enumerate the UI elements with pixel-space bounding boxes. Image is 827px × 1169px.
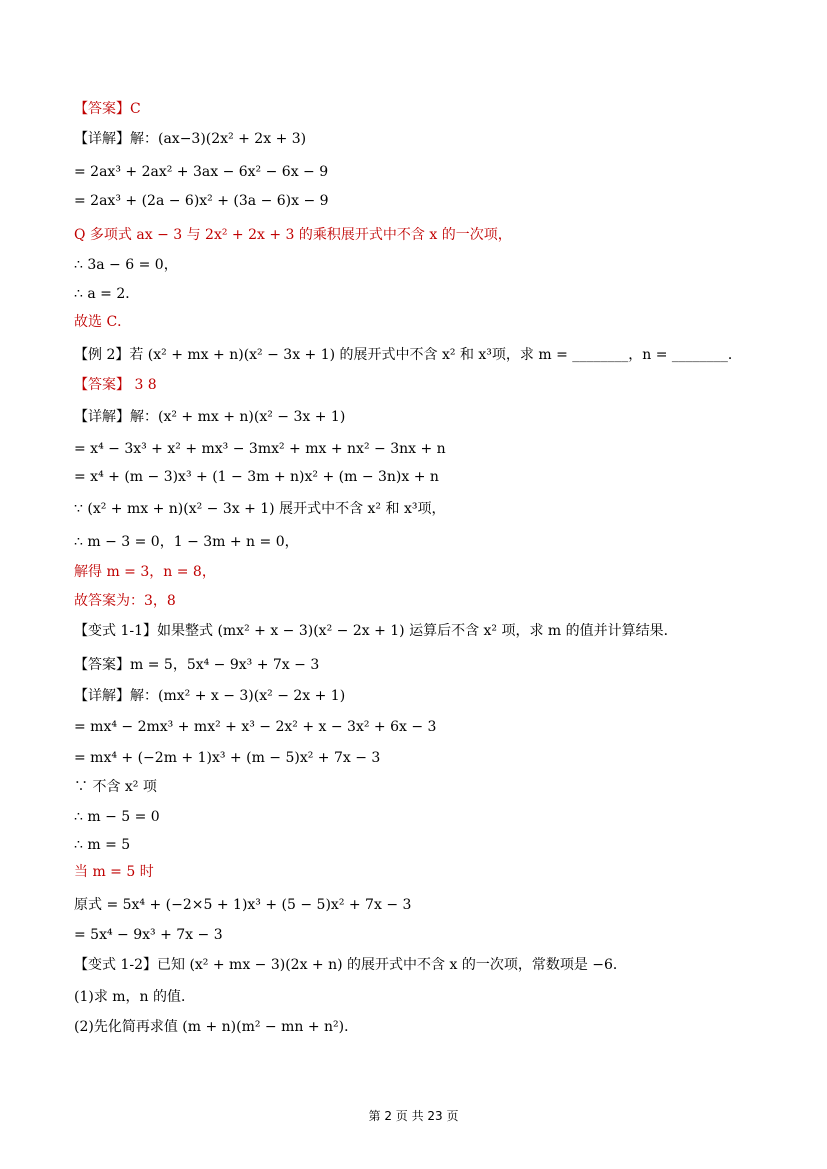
document-line: = mx⁴ + (−2m + 1)x³ + (m − 5)x² + 7x − 3 xyxy=(74,750,381,766)
document-line: ∴ m − 5 = 0 xyxy=(74,809,160,825)
document-line: 【变式 1-1】如果整式 (mx² + x − 3)(x² − 2x + 1) 运算后不含 x² 项，求 m 的值并计算结果． xyxy=(74,623,678,639)
document-line: 【答案】m = 5，5x⁴ − 9x³ + 7x − 3 xyxy=(74,657,320,673)
document-line: (1)求 m，n 的值． xyxy=(74,989,196,1005)
document-line: = 5x⁴ − 9x³ + 7x − 3 xyxy=(74,927,223,943)
page-footer: 第 2 页 共 23 页 xyxy=(368,1109,459,1123)
document-line: ∵ (x² + mx + n)(x² − 3x + 1) 展开式中不含 x² 和 x³项， xyxy=(74,501,446,517)
document-line: 故答案为：3，8 xyxy=(74,593,176,609)
document-line: ∴ m − 3 = 0，1 − 3m + n = 0， xyxy=(74,534,299,550)
document-line: ∴ a = 2． xyxy=(74,286,140,302)
document-line: = x⁴ − 3x³ + x² + mx³ − 3mx² + mx + nx² − 3nx + n xyxy=(74,441,446,457)
document-line: = 2ax³ + (2a − 6)x² + (3a − 6)x − 9 xyxy=(74,193,329,209)
document-line: 【变式 1-2】已知 (x² + mx − 3)(2x + n) 的展开式中不含 x 的一次项，常数项是 −6． xyxy=(74,957,627,973)
document-line: = x⁴ + (m − 3)x³ + (1 − 3m + n)x² + (m − 3n)x + n xyxy=(74,469,439,485)
document-line: = 2ax³ + 2ax² + 3ax − 6x² − 6x − 9 xyxy=(74,164,329,180)
document-line: 【答案】C xyxy=(74,101,141,117)
document-line: 【详解】解：(mx² + x − 3)(x² − 2x + 1) xyxy=(74,688,346,704)
document-line: ∴ m = 5 xyxy=(74,837,131,853)
document-line: 【详解】解：(x² + mx + n)(x² − 3x + 1) xyxy=(74,409,346,425)
document-line: Q 多项式 ax − 3 与 2x² + 2x + 3 的乘积展开式中不含 x 的一次项， xyxy=(74,227,512,243)
document-line: 【例 2】若 (x² + mx + n)(x² − 3x + 1) 的展开式中不含 x² 和 x³项，求 m = ________，n = ________． xyxy=(74,347,742,363)
document-line: 当 m = 5 时 xyxy=(74,864,154,880)
document-line: ∵ 不含 x² 项 xyxy=(74,779,157,795)
document-line: 【答案】 3 8 xyxy=(74,377,157,393)
document-line: 故选 C． xyxy=(74,314,132,330)
document-line: ∴ 3a − 6 = 0， xyxy=(74,257,178,273)
document-line: 原式 = 5x⁴ + (−2×5 + 1)x³ + (5 − 5)x² + 7x − 3 xyxy=(74,897,412,913)
document-line: 【详解】解：(ax−3)(2x² + 2x + 3) xyxy=(74,131,307,147)
document-line: (2)先化简再求值 (m + n)(m² − mn + n²)． xyxy=(74,1019,359,1035)
document-line: = mx⁴ − 2mx³ + mx² + x³ − 2x² + x − 3x² + 6x − 3 xyxy=(74,719,437,735)
document-line: 解得 m = 3，n = 8， xyxy=(74,564,216,580)
